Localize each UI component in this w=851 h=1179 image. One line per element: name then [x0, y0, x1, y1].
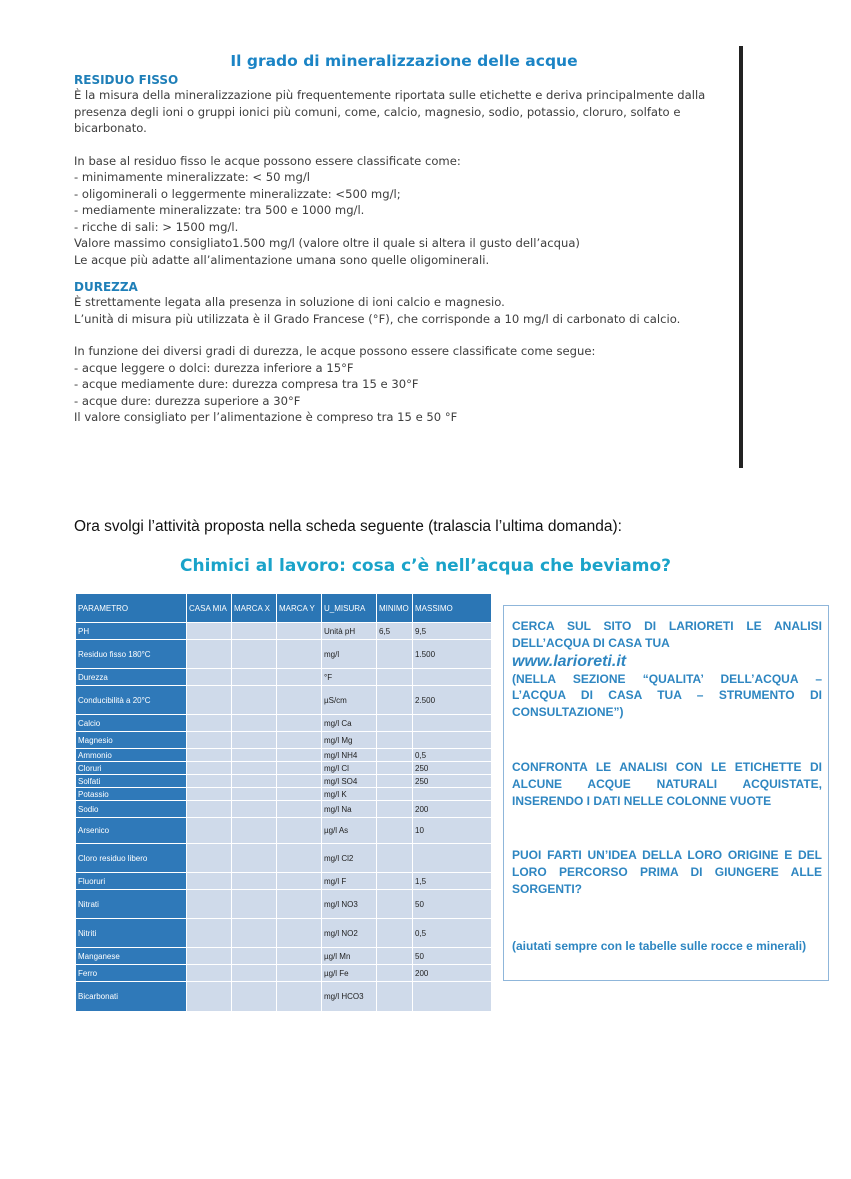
table-row — [76, 919, 492, 948]
unit-cell: °F — [322, 669, 377, 686]
marca-y-cell[interactable] — [277, 873, 322, 890]
table-row — [76, 732, 492, 749]
param-cell: Calcio — [76, 715, 187, 732]
durezza-line: Il valore consigliato per l’alimentazione è compreso tra 15 e 50 °F — [74, 410, 458, 424]
max-cell — [413, 669, 492, 686]
param-cell: PH — [76, 623, 187, 640]
marca-y-cell[interactable] — [277, 669, 322, 686]
param-cell: Manganese — [76, 948, 187, 965]
durezza-line: - acque dure: durezza superiore a 30°F — [74, 393, 301, 408]
min-cell — [377, 818, 413, 844]
param-cell: Cloro residuo libero — [76, 844, 187, 873]
param-cell: Cloruri — [76, 762, 187, 775]
unit-cell: µg/l Mn — [322, 948, 377, 965]
param-cell: Magnesio — [76, 732, 187, 749]
param-cell: Residuo fisso 180°C — [76, 640, 187, 669]
max-cell: 50 — [413, 890, 492, 919]
min-cell — [377, 640, 413, 669]
param-cell: Durezza — [76, 669, 187, 686]
unit-cell: mg/l — [322, 640, 377, 669]
marca-y-cell[interactable] — [277, 640, 322, 669]
marca-y-cell[interactable] — [277, 715, 322, 732]
max-cell — [413, 732, 492, 749]
min-cell — [377, 965, 413, 982]
casa-mia-cell[interactable] — [187, 890, 232, 919]
residuo-line: - mediamente mineralizzate: tra 500 e 1000 mg/l. — [74, 203, 365, 217]
min-cell — [377, 890, 413, 919]
residuo-line: - oligominerali o leggermente mineralizzate: <500 mg/l; — [74, 186, 401, 201]
header-minimo: MINIMO — [377, 594, 413, 623]
marca-x-cell[interactable] — [232, 715, 277, 732]
max-cell: 2.500 — [413, 686, 492, 715]
min-cell — [377, 788, 413, 801]
casa-mia-cell[interactable] — [187, 640, 232, 669]
table-row — [76, 623, 492, 640]
marca-x-cell[interactable] — [232, 686, 277, 715]
marca-y-cell[interactable] — [277, 890, 322, 919]
param-cell: Nitrati — [76, 890, 187, 919]
unit-cell: mg/l Ca — [322, 715, 377, 732]
table-row — [76, 948, 492, 965]
header-casa-mia: CASA MIA — [187, 594, 232, 623]
max-cell: 10 — [413, 818, 492, 844]
vertical-divider — [739, 46, 743, 468]
min-cell — [377, 801, 413, 818]
marca-y-cell[interactable] — [277, 775, 322, 788]
table-header-row — [76, 594, 492, 623]
min-cell — [377, 715, 413, 732]
param-cell: Bicarbonati — [76, 982, 187, 1012]
marca-y-cell[interactable] — [277, 844, 322, 873]
unit-cell: mg/l Cl — [322, 762, 377, 775]
marca-x-cell[interactable] — [232, 873, 277, 890]
marca-y-cell[interactable] — [277, 788, 322, 801]
durezza-intro: In funzione dei diversi gradi di durezza, le acque possono essere classificate come segue: — [74, 344, 596, 358]
table-row — [76, 873, 492, 890]
marca-y-cell[interactable] — [277, 801, 322, 818]
min-cell — [377, 732, 413, 749]
casa-mia-cell[interactable] — [187, 788, 232, 801]
table-row — [76, 801, 492, 818]
instructions-box — [503, 605, 829, 981]
durezza-line: - acque mediamente dure: durezza compresa tra 15 e 30°F — [74, 377, 419, 391]
min-cell — [377, 919, 413, 948]
min-cell — [377, 948, 413, 965]
table-row — [76, 890, 492, 919]
marca-x-cell[interactable] — [232, 623, 277, 640]
min-cell — [377, 762, 413, 775]
worksheet-title: Chimici al lavoro: cosa c’è nell’acqua che beviamo? — [180, 556, 671, 576]
durezza-heading: DUREZZA — [74, 280, 138, 294]
residuo-paragraph: È la misura della mineralizzazione più frequentemente riportata sulle etichette e deriva principalmente dalla presenza degli ioni o gruppi ionici più comuni, come, calcio, magnesio, sodio, potassio, cloruro, solfato e bicarbonato. — [74, 88, 706, 135]
box-section-text: (NELLA SEZIONE “QUALITA’ DELL’ACQUA – L’ACQUA DI CASA TUA – STRUMENTO DI CONSULTAZIONE”) — [512, 671, 822, 720]
param-cell: Ammonio — [76, 749, 187, 762]
min-cell: 6,5 — [377, 623, 413, 640]
casa-mia-cell[interactable] — [187, 749, 232, 762]
max-cell: 200 — [413, 801, 492, 818]
casa-mia-cell[interactable] — [187, 732, 232, 749]
durezza-line: - acque leggere o dolci: durezza inferiore a 15°F — [74, 360, 354, 375]
marca-y-cell[interactable] — [277, 762, 322, 775]
marca-y-cell[interactable] — [277, 948, 322, 965]
header-massimo: MASSIMO — [413, 594, 492, 623]
header-parametro: PARAMETRO — [76, 594, 187, 623]
min-cell — [377, 686, 413, 715]
box-origin-text: PUOI FARTI UN’IDEA DELLA LORO ORIGINE E DEL LORO PERCORSO PRIMA DI GIUNGERE ALLE SORGENTI? — [512, 848, 822, 896]
mineralization-section — [74, 52, 734, 426]
max-cell: 1.500 — [413, 640, 492, 669]
residuo-line: - ricche di sali: > 1500 mg/l. — [74, 219, 239, 234]
casa-mia-cell[interactable] — [187, 623, 232, 640]
max-cell: 0,5 — [413, 749, 492, 762]
table-row — [76, 669, 492, 686]
table-row — [76, 715, 492, 732]
param-cell: Sodio — [76, 801, 187, 818]
table-row — [76, 788, 492, 801]
max-cell: 250 — [413, 775, 492, 788]
unit-cell: mg/l K — [322, 788, 377, 801]
table-row — [76, 775, 492, 788]
residuo-heading: RESIDUO FISSO — [74, 73, 179, 87]
unit-cell: mg/l Na — [322, 801, 377, 818]
param-cell: Potassio — [76, 788, 187, 801]
marca-x-cell[interactable] — [232, 818, 277, 844]
marca-x-cell[interactable] — [232, 640, 277, 669]
min-cell — [377, 873, 413, 890]
marca-y-cell[interactable] — [277, 686, 322, 715]
param-cell: Fluoruri — [76, 873, 187, 890]
unit-cell: mg/l F — [322, 873, 377, 890]
marca-x-cell[interactable] — [232, 788, 277, 801]
table-row — [76, 749, 492, 762]
table-row — [76, 818, 492, 844]
param-cell: Solfati — [76, 775, 187, 788]
marca-y-cell[interactable] — [277, 982, 322, 1012]
unit-cell: mg/l NH4 — [322, 749, 377, 762]
instruction-text: Ora svolgi l’attività proposta nella scheda seguente (tralascia l’ultima domanda): — [74, 518, 622, 535]
max-cell — [413, 844, 492, 873]
marca-x-cell[interactable] — [232, 801, 277, 818]
table-row — [76, 982, 492, 1012]
residuo-intro: In base al residuo fisso le acque possono essere classificate come: — [74, 153, 461, 168]
unit-cell: mg/l SO4 — [322, 775, 377, 788]
unit-cell: µS/cm — [322, 686, 377, 715]
residuo-line: Valore massimo consigliato1.500 mg/l (valore oltre il quale si altera il gusto dell’acqua) — [74, 236, 580, 250]
larioreti-link[interactable]: www.larioreti.it — [512, 652, 627, 670]
marca-x-cell[interactable] — [232, 919, 277, 948]
marca-x-cell[interactable] — [232, 890, 277, 919]
max-cell: 9,5 — [413, 623, 492, 640]
table-row — [76, 762, 492, 775]
casa-mia-cell[interactable] — [187, 686, 232, 715]
header-marca-y: MARCA Y — [277, 594, 322, 623]
table-row — [76, 640, 492, 669]
box-hint-text: (aiutati sempre con le tabelle sulle rocce e minerali) — [512, 938, 807, 953]
casa-mia-cell[interactable] — [187, 982, 232, 1012]
param-cell: Nitriti — [76, 919, 187, 948]
max-cell — [413, 788, 492, 801]
box-search-text: CERCA SUL SITO DI LARIORETI LE ANALISI DELL’ACQUA DI CASA TUA — [512, 619, 822, 650]
marca-x-cell[interactable] — [232, 965, 277, 982]
max-cell: 250 — [413, 762, 492, 775]
header-u-misura: U_MISURA — [322, 594, 377, 623]
max-cell: 200 — [413, 965, 492, 982]
casa-mia-cell[interactable] — [187, 818, 232, 844]
durezza-paragraph: L’unità di misura più utilizzata è il Grado Francese (°F), che corrisponde a 10 mg/l di carbonato di calcio. — [74, 311, 681, 326]
marca-x-cell[interactable] — [232, 982, 277, 1012]
max-cell: 0,5 — [413, 919, 492, 948]
marca-x-cell[interactable] — [232, 844, 277, 873]
box-compare-text: CONFRONTA LE ANALISI CON LE ETICHETTE DI ALCUNE ACQUE NATURALI ACQUISTATE, INSERENDO I DATI NELLE COLONNE VUOTE — [512, 759, 822, 808]
unit-cell: µg/l As — [322, 818, 377, 844]
marca-y-cell[interactable] — [277, 818, 322, 844]
unit-cell: mg/l HCO3 — [322, 982, 377, 1012]
param-cell: Conducibilità a 20°C — [76, 686, 187, 715]
casa-mia-cell[interactable] — [187, 775, 232, 788]
max-cell — [413, 715, 492, 732]
marca-y-cell[interactable] — [277, 732, 322, 749]
residuo-line: - minimamente mineralizzate: < 50 mg/l — [74, 170, 310, 184]
casa-mia-cell[interactable] — [187, 801, 232, 818]
marca-x-cell[interactable] — [232, 762, 277, 775]
casa-mia-cell[interactable] — [187, 715, 232, 732]
unit-cell: mg/l NO2 — [322, 919, 377, 948]
marca-x-cell[interactable] — [232, 948, 277, 965]
min-cell — [377, 844, 413, 873]
unit-cell: µg/l Fe — [322, 965, 377, 982]
marca-y-cell[interactable] — [277, 919, 322, 948]
casa-mia-cell[interactable] — [187, 873, 232, 890]
marca-x-cell[interactable] — [232, 775, 277, 788]
max-cell: 1,5 — [413, 873, 492, 890]
casa-mia-cell[interactable] — [187, 948, 232, 965]
casa-mia-cell[interactable] — [187, 965, 232, 982]
min-cell — [377, 775, 413, 788]
table-row — [76, 965, 492, 982]
marca-x-cell[interactable] — [232, 669, 277, 686]
min-cell — [377, 669, 413, 686]
min-cell — [377, 749, 413, 762]
min-cell — [377, 982, 413, 1012]
marca-x-cell[interactable] — [232, 749, 277, 762]
param-cell: Ferro — [76, 965, 187, 982]
marca-x-cell[interactable] — [232, 732, 277, 749]
marca-y-cell[interactable] — [277, 965, 322, 982]
durezza-paragraph: È strettamente legata alla presenza in soluzione di ioni calcio e magnesio. — [74, 295, 505, 309]
casa-mia-cell[interactable] — [187, 919, 232, 948]
table-row — [76, 844, 492, 873]
analysis-table — [75, 593, 492, 1012]
max-cell: 50 — [413, 948, 492, 965]
unit-cell: Unità pH — [322, 623, 377, 640]
unit-cell: mg/l Cl2 — [322, 844, 377, 873]
unit-cell: mg/l NO3 — [322, 890, 377, 919]
casa-mia-cell[interactable] — [187, 844, 232, 873]
max-cell — [413, 982, 492, 1012]
table-row — [76, 686, 492, 715]
unit-cell: mg/l Mg — [322, 732, 377, 749]
casa-mia-cell[interactable] — [187, 669, 232, 686]
marca-y-cell[interactable] — [277, 749, 322, 762]
casa-mia-cell[interactable] — [187, 762, 232, 775]
param-cell: Arsenico — [76, 818, 187, 844]
marca-y-cell[interactable] — [277, 623, 322, 640]
header-marca-x: MARCA X — [232, 594, 277, 623]
page-title: Il grado di mineralizzazione delle acque — [230, 52, 578, 70]
residuo-line: Le acque più adatte all’alimentazione umana sono quelle oligominerali. — [74, 252, 490, 267]
